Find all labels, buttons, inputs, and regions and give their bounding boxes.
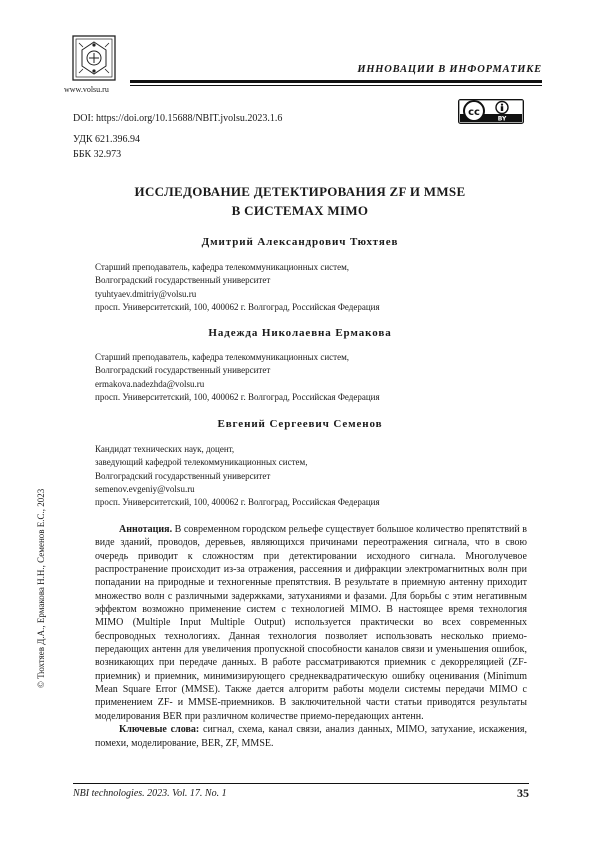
affiliation-line: Волгоградский государственный университет — [95, 365, 271, 376]
svg-text:cc: cc — [468, 107, 480, 118]
affiliation-address: просп. Университетский, 100, 400062 г. Волгоград, Российская Федерация — [95, 301, 380, 312]
affiliation-line: Кандидат технических наук, доцент, — [95, 444, 235, 454]
author-affiliation — [95, 351, 380, 404]
affiliation-address: просп. Университетский, 100, 400062 г. Волгоград, Российская Федерация — [95, 497, 380, 508]
author-name: Надежда Николаевна Ермакова — [208, 327, 392, 339]
affiliation-line: Волгоградский государственный университет — [95, 275, 271, 286]
author-affiliation — [95, 261, 380, 314]
abstract-label: Аннотация. — [119, 524, 173, 535]
site-url[interactable]: www.volsu.ru — [64, 85, 109, 94]
udk-code: УДК 621.396.94 — [73, 134, 141, 145]
abstract-text: В современном городском рельефе существует большое количество препятствий в виде зданий, проводов, деревьев, являющихся причинами переотражения сигнала, что в свою очередь приводит к сложностям при детектировании исходного сигнала. Многолучевое распространение происходит из-за отражения, рассеяния и дифракции электромагнитных волн при попадании на природные и техногенные препятствия. В результате в приемную антенну приходит множество волн с различными задержками, затуханиями и фазами. Для борьбы с этим негативным эффектом возможно применение систем с технологией MIMO. В настоящее время технология MIMO (Multiple Input Multiple Output) используется практически во всех современных беспроводных технологиях. Данная технология позволяет использовать несколько приемо-передающих антенн для увеличения пропускной способности каналов связи и уменьшения ошибок, возникающих при передаче данных. В работе рассматриваются приемник с декорреляцией (ZF-приемник) и приемник, минимизирующего среднеквадратическую ошибку оценивания (Minimum Mean Square Error (MMSE). Также дается алгоритм работы модели системы передачи MIMO с применением ZF- и MMSE-приемников. В заключительной части статьи приводятся результаты моделирования BER при различном количестве приемо-передающих антенн. — [95, 524, 527, 722]
doi-link[interactable]: DOI: https://doi.org/10.15688/NBIT.jvolsu.2023.1.6 — [73, 113, 283, 124]
affiliation-line: Старший преподаватель, кафедра телекоммуникационных систем, — [95, 352, 350, 362]
keywords — [95, 723, 527, 750]
affiliation-address: просп. Университетский, 100, 400062 г. Волгоград, Российская Федерация — [95, 391, 380, 402]
page-number: 35 — [517, 786, 529, 800]
footer-rule — [73, 783, 529, 784]
bbk-code: ББК 32.973 — [73, 149, 122, 160]
author-email[interactable]: tyuhtyaev.dmitriy@volsu.ru — [95, 288, 197, 299]
side-copyright: © Тюхтяев Д.А., Ермакова Н.Н., Семенов Е.С., 2023 — [36, 488, 46, 688]
abstract — [95, 523, 527, 750]
article-title-line: ИССЛЕДОВАНИЕ ДЕТЕКТИРОВАНИЯ ZF И MMSE — [134, 184, 466, 199]
author-name: Дмитрий Александрович Тюхтяев — [201, 236, 399, 248]
author-email[interactable]: ermakova.nadezhda@volsu.ru — [95, 378, 205, 389]
author-affiliation — [95, 443, 380, 509]
license-badge-label: BY — [497, 115, 507, 123]
author-name: Евгений Сергеевич Семенов — [217, 418, 383, 430]
keywords-label: Ключевые слова: — [119, 724, 200, 736]
journal-section-title: ИННОВАЦИИ В ИНФОРМАТИКЕ — [357, 64, 542, 75]
affiliation-line: Старший преподаватель, кафедра телекоммуникационных систем, — [95, 262, 350, 272]
article-title — [0, 182, 600, 220]
footer-citation: NBI technologies. 2023. Vol. 17. No. 1 — [73, 788, 227, 799]
author-email[interactable]: semenov.evgeniy@volsu.ru — [95, 483, 195, 494]
header-rule — [130, 80, 542, 83]
university-logo — [71, 33, 117, 83]
affiliation-line: Волгоградский государственный университет — [95, 470, 271, 481]
affiliation-line: заведующий кафедрой телекоммуникационных систем, — [95, 457, 308, 468]
header-rule-thin — [130, 85, 542, 86]
article-title-line: В СИСТЕМАХ MIMO — [231, 203, 369, 218]
creative-commons-badge[interactable] — [458, 99, 524, 124]
abstract-paragraph — [95, 523, 527, 723]
keywords-text: сигнал, схема, канал связи, анализ данных, MIMO, затухание, искажения, помехи, моделирование, BER, ZF, MMSE. — [95, 724, 527, 749]
